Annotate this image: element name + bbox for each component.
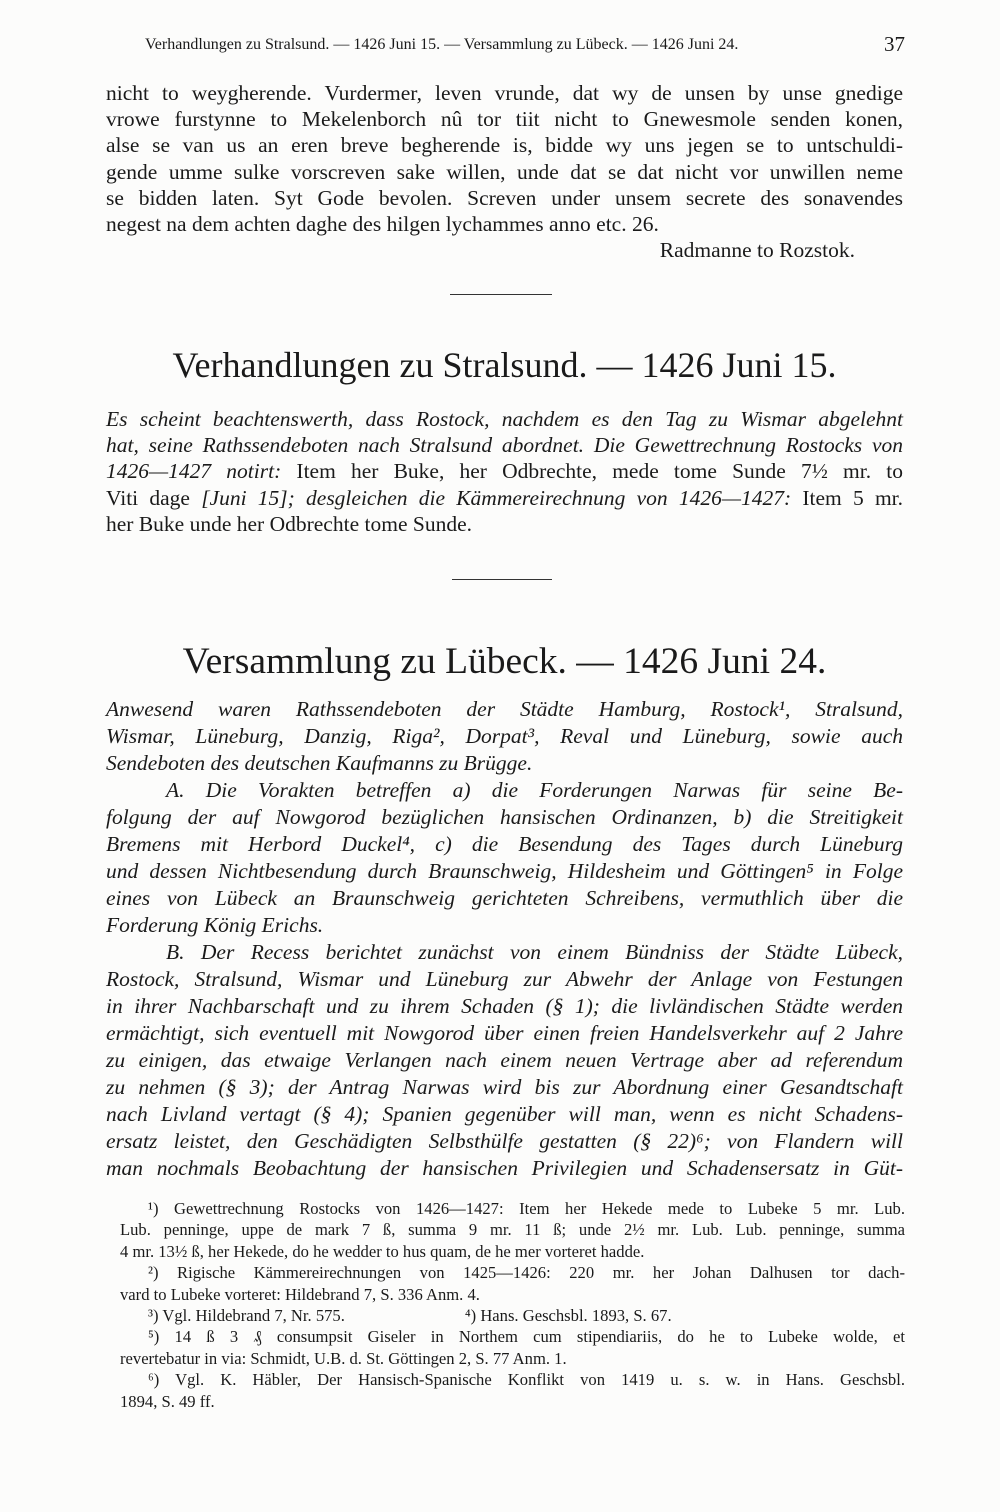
- text-span: 1426—1427 notirt:: [106, 459, 282, 484]
- text-line: zu einigen, das etwaige Verlangen nach einem neuen Vertrage aber ad referendum: [106, 1048, 903, 1072]
- text-line: Wismar, Lüneburg, Danzig, Riga², Dorpat³, Reval und Lüneburg, sowie auch: [106, 724, 903, 748]
- text-span: Item her Buke, her Odbrechte, mede tome Sunde 7½ mr. to: [296, 459, 903, 484]
- footnote-line: Lub. penninge, uppe de mark 7 ß, summa 9 mr. 11 ß; unde 2½ mr. Lub. Lub. penninge, summa: [120, 1220, 905, 1240]
- page-number: 37: [884, 32, 905, 56]
- section-divider: [450, 294, 552, 295]
- text-line: und dessen Nichtbesendung durch Braunschweig, Hildesheim und Göttingen⁵ in Folge: [106, 859, 903, 883]
- text-line: hat, seine Rathssendeboten nach Stralsund abordnet. Die Gewettrechnung Rostocks von: [106, 433, 903, 458]
- footnote-line: 1894, S. 49 ff.: [120, 1391, 215, 1411]
- section-heading-stralsund: Verhandlungen zu Stralsund. — 1426 Juni 15.: [172, 345, 837, 385]
- text-line: se bidden laten. Syt Gode bevolen. Screven under unsem secrete des sonavendes: [106, 185, 903, 210]
- footnote-line: ⁶) Vgl. K. Häbler, Der Hansisch-Spanische Konflikt von 1419 u. s. w. in Hans. Geschsbl.: [148, 1370, 905, 1390]
- text-line: nicht to weygherende. Vurdermer, leven vrunde, dat wy de unsen by unse gnedige: [106, 81, 903, 105]
- text-line: gende umme sulke vorscreven sake willen, unde dat se dat nicht vor unwillen neme: [106, 159, 903, 184]
- footnote-line: revertebatur in via: Schmidt, U.B. d. St. Göttingen 2, S. 77 Anm. 1.: [120, 1348, 567, 1368]
- text-line: ersatz leistet, den Geschädigten Selbsthülfe gestatten (§ 22)⁶; von Flandern will: [106, 1129, 903, 1153]
- footnote-line: ⁵) 14 ß 3 ₰ consumpsit Giseler in Northem cum stipendiariis, do he to Lubeke wolde, et: [148, 1327, 905, 1347]
- text-line: folgung der auf Nowgorod bezüglichen hansischen Ordinanzen, b) die Streitigkeit: [106, 805, 903, 829]
- section-heading-luebeck: Versammlung zu Lübeck. — 1426 Juni 24.: [182, 641, 827, 682]
- text-line: Anwesend waren Rathssendeboten der Städte Hamburg, Rostock¹, Stralsund,: [106, 697, 903, 721]
- text-line: zu nehmen (§ 3); der Antrag Narwas wird bis zur Abordnung einer Gesandtschaft: [106, 1075, 903, 1099]
- text-line: A. Die Vorakten betreffen a) die Forderungen Narwas für seine Be-: [166, 778, 903, 802]
- running-head-title: Verhandlungen zu Stralsund. — 1426 Juni 15. — Versammlung zu Lübeck. — 1426 Juni 24.: [145, 36, 739, 53]
- text-line: [106, 458, 903, 484]
- text-line: Forderung König Erichs.: [106, 913, 324, 937]
- text-span: [Juni 15]; desgleichen die Kämmereirechnung von 1426—1427:: [201, 485, 792, 510]
- text-span: Item 5 mr.: [802, 485, 904, 510]
- running-head: [145, 32, 905, 62]
- text-line: alse se van us an eren breve begherende is, bidde wy uns jegen se to untschuldi-: [106, 133, 903, 158]
- footnote-line: ¹) Gewettrechnung Rostocks von 1426—1427: Item her Hekede mede to Lubeke 5 mr. Lub.: [148, 1199, 905, 1218]
- text-line: vrowe furstynne to Mekelenborch nû tor tiit nicht to Gnewesmole senden konen,: [106, 107, 903, 132]
- section-luebeck-summary: [106, 696, 903, 1182]
- text-line: Es scheint beachtenswerth, dass Rostock, nachdem es den Tag zu Wismar abgelehnt: [106, 407, 903, 431]
- text-line: Rostock, Stralsund, Wismar und Lüneburg zur Abwehr der Anlage von Festungen: [106, 967, 903, 991]
- text-line: ermächtigt, sich eventuell mit Nowgorod über einen freien Handelsverkehr auf 2 Jahre: [106, 1021, 903, 1045]
- signature: Radmanne to Rozstok.: [659, 238, 855, 263]
- footnote-line: ²) Rigische Kämmereirechnungen von 1425—1426: 220 mr. her Johan Dalhusen tor dach-: [148, 1263, 905, 1283]
- text-line: man nochmals Beobachtung der hansischen Privilegien und Schadensersatz in Güt-: [106, 1156, 903, 1180]
- text-line: eines von Lübeck an Braunschweig gerichteten Schreibens, vermuthlich über die: [106, 886, 903, 910]
- footnote-line: [120, 1305, 905, 1326]
- text-line: nach Livland vertagt (§ 4); Spanien gegenüber will man, wenn es nicht Schadens-: [106, 1102, 903, 1126]
- footnote-line: 4 mr. 13½ ß, her Hekede, do he wedder to hus quam, de he mer vorteret hadde.: [120, 1241, 645, 1261]
- text-line: her Buke unde her Odbrechte tome Sunde.: [106, 511, 472, 536]
- footnote-line: vard to Lubeke vorteret: Hildebrand 7, S. 336 Anm. 4.: [120, 1284, 480, 1304]
- text-span: Viti dage: [106, 485, 190, 510]
- section-divider: [452, 579, 552, 580]
- section-stralsund-summary: [106, 406, 903, 537]
- text-line: negest na dem achten daghe des hilgen lychammes anno etc. 26.: [106, 212, 659, 237]
- text-line: B. Der Recess berichtet zunächst von einem Bündniss der Städte Lübeck,: [166, 940, 903, 964]
- text-line: Bremens mit Herbord Duckel⁴, c) die Besendung des Tages durch Lüneburg: [106, 832, 903, 856]
- text-line: [106, 485, 903, 511]
- text-line: in ihrer Nachbarschaft und zu ihrem Schaden (§ 1); die livländischen Städte werden: [106, 994, 903, 1018]
- intro-paragraph: [106, 80, 903, 263]
- footnotes: [120, 1198, 905, 1412]
- footnote-3: ³) Vgl. Hildebrand 7, Nr. 575.: [148, 1306, 345, 1326]
- footnote-4: ⁴) Hans. Geschsbl. 1893, S. 67.: [464, 1306, 672, 1326]
- text-line: Sendeboten des deutschen Kaufmanns zu Brügge.: [106, 751, 533, 775]
